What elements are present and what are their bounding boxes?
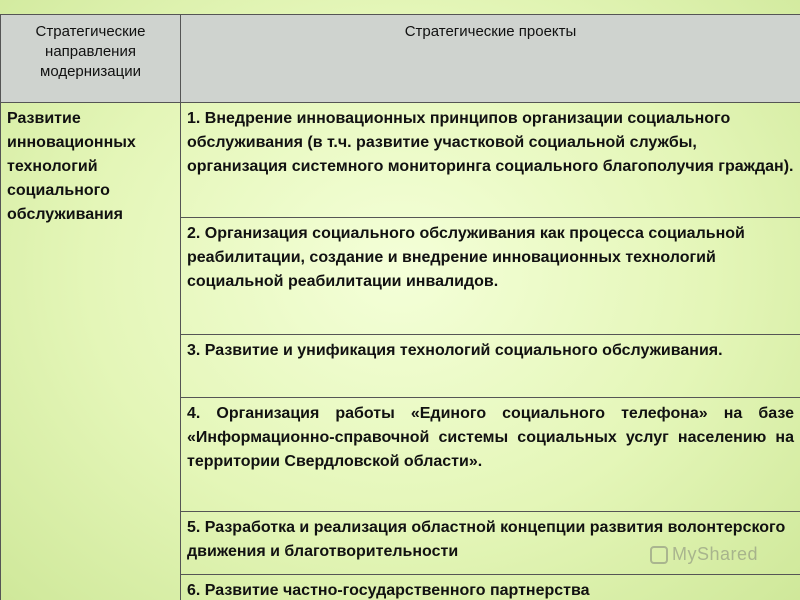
watermark: [650, 544, 758, 565]
header-projects: Стратегические проекты: [181, 15, 800, 103]
project-cell-3: 3. Развитие и унификация технологий социального обслуживания.: [181, 335, 800, 398]
project-cell-2: 2. Организация социального обслуживания как процесса социальной реабилитации, создание и внедрение инновационных технологий социальной реабилитации инвалидов.: [181, 218, 800, 335]
strategy-table: [0, 14, 800, 600]
table-row: [1, 103, 800, 218]
project-cell-1: 1. Внедрение инновационных принципов организации социального обслуживания (в т.ч. развитие участковой социальной службы, организация системного мониторинга социального благополучия граждан).: [181, 103, 800, 218]
header-directions: Стратегические направления модернизации: [1, 15, 181, 103]
project-cell-5: 5. Разработка и реализация областной концепции развития волонтерского движения и благотворительности: [181, 512, 800, 575]
watermark-text: MyShared: [672, 544, 759, 564]
table-header-row: [1, 15, 800, 103]
direction-cell: Развитие инновационных технологий социального обслуживания: [1, 103, 181, 600]
project-cell-4: 4. Организация работы «Единого социального телефона» на базе «Информационно-справочной системы социальных услуг населению на территории Свердловской области».: [181, 398, 800, 512]
myshared-logo-icon: [650, 546, 668, 564]
project-cell-6: 6. Развитие частно-государственного партнерства: [181, 575, 800, 600]
